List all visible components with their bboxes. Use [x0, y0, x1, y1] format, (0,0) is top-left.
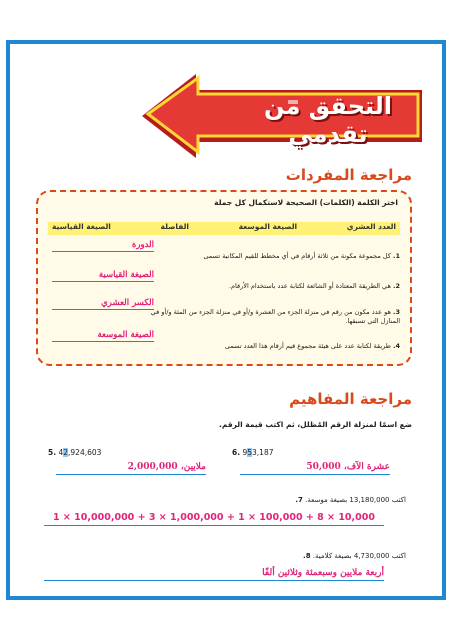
question-text: 2. هي الطريقة المعتادة أو الشائعة لكتابة عدد باستخدام الأرقام.: [228, 282, 400, 290]
word-bank-item: الصيغة الموسعة: [238, 222, 298, 231]
vocab-question: [48, 270, 400, 298]
banner-title: التحقق من تقدمي: [263, 92, 393, 148]
question-8-answer[interactable]: أربعة ملايين وسبعمئة وثلاثين ألفًا: [44, 568, 384, 581]
question-7-answer[interactable]: 1 × 10,000,000 + 3 × 1,000,000 + 1 × 100,000 + 8 × 10,000: [44, 512, 384, 526]
shaded-digit: 5: [247, 448, 253, 457]
answer-field[interactable]: الكسر العشري: [52, 298, 154, 310]
vocab-box: [36, 190, 412, 366]
question-text: 3. هو عدد مكون من رقم في منزلة الجزء من العشرة و/أو في منزلة الجزء من المئة و/أو في المنازل التي تسبقها.: [150, 308, 400, 325]
question-text: 4. طريقة لكتابة عدد على هيئة مجموع قيم أرقام هذا العدد تسمى: [224, 342, 400, 350]
vocab-instruction: اختر الكلمة (الكلمات) الصحيحة لاستكمال كل جملة: [214, 198, 398, 207]
answer-field[interactable]: الدورة: [52, 240, 154, 252]
answer-field[interactable]: الصيغة القياسية: [52, 270, 154, 282]
question-text: 1. كل مجموعة مكونة من ثلاثة أرقام في أي مخطط للقيم المكانية تسمى: [203, 252, 400, 260]
vocab-question: [48, 298, 400, 326]
word-bank: [48, 222, 400, 235]
word-bank-item: العدد العشري: [346, 222, 396, 231]
word-bank-item: الفاصلة: [160, 222, 189, 231]
vocab-question: [48, 240, 400, 268]
progress-check-banner: [138, 70, 430, 162]
vocab-question: [48, 330, 400, 358]
word-bank-item: الصيغة القياسية: [52, 222, 111, 231]
concept-instruction: ضع اسمًا لمنزلة الرقم المُظلل، ثم اكتب قيمة الرقم.: [218, 420, 412, 429]
question-6-number: 6. 953,187: [232, 448, 274, 457]
answer-field[interactable]: الصيغة الموسعة: [52, 330, 154, 342]
question-7-prompt: اكتب 13,180,000 بصيغة موسعة. 7.: [295, 496, 406, 504]
shaded-digit: 2: [63, 448, 69, 457]
question-5-number: 5. 42,924,603: [48, 448, 102, 457]
question-5-answer[interactable]: ملايين، 2,000,000: [56, 462, 206, 475]
vocab-heading: مراجعة المفردات: [285, 166, 412, 184]
concept-heading: مراجعة المفاهيم: [289, 390, 412, 408]
question-8-prompt: اكتب 4,730,000 بصيغة كلامية. 8.: [303, 552, 406, 560]
question-6-answer[interactable]: عشرة الآف، 50,000: [240, 462, 390, 475]
